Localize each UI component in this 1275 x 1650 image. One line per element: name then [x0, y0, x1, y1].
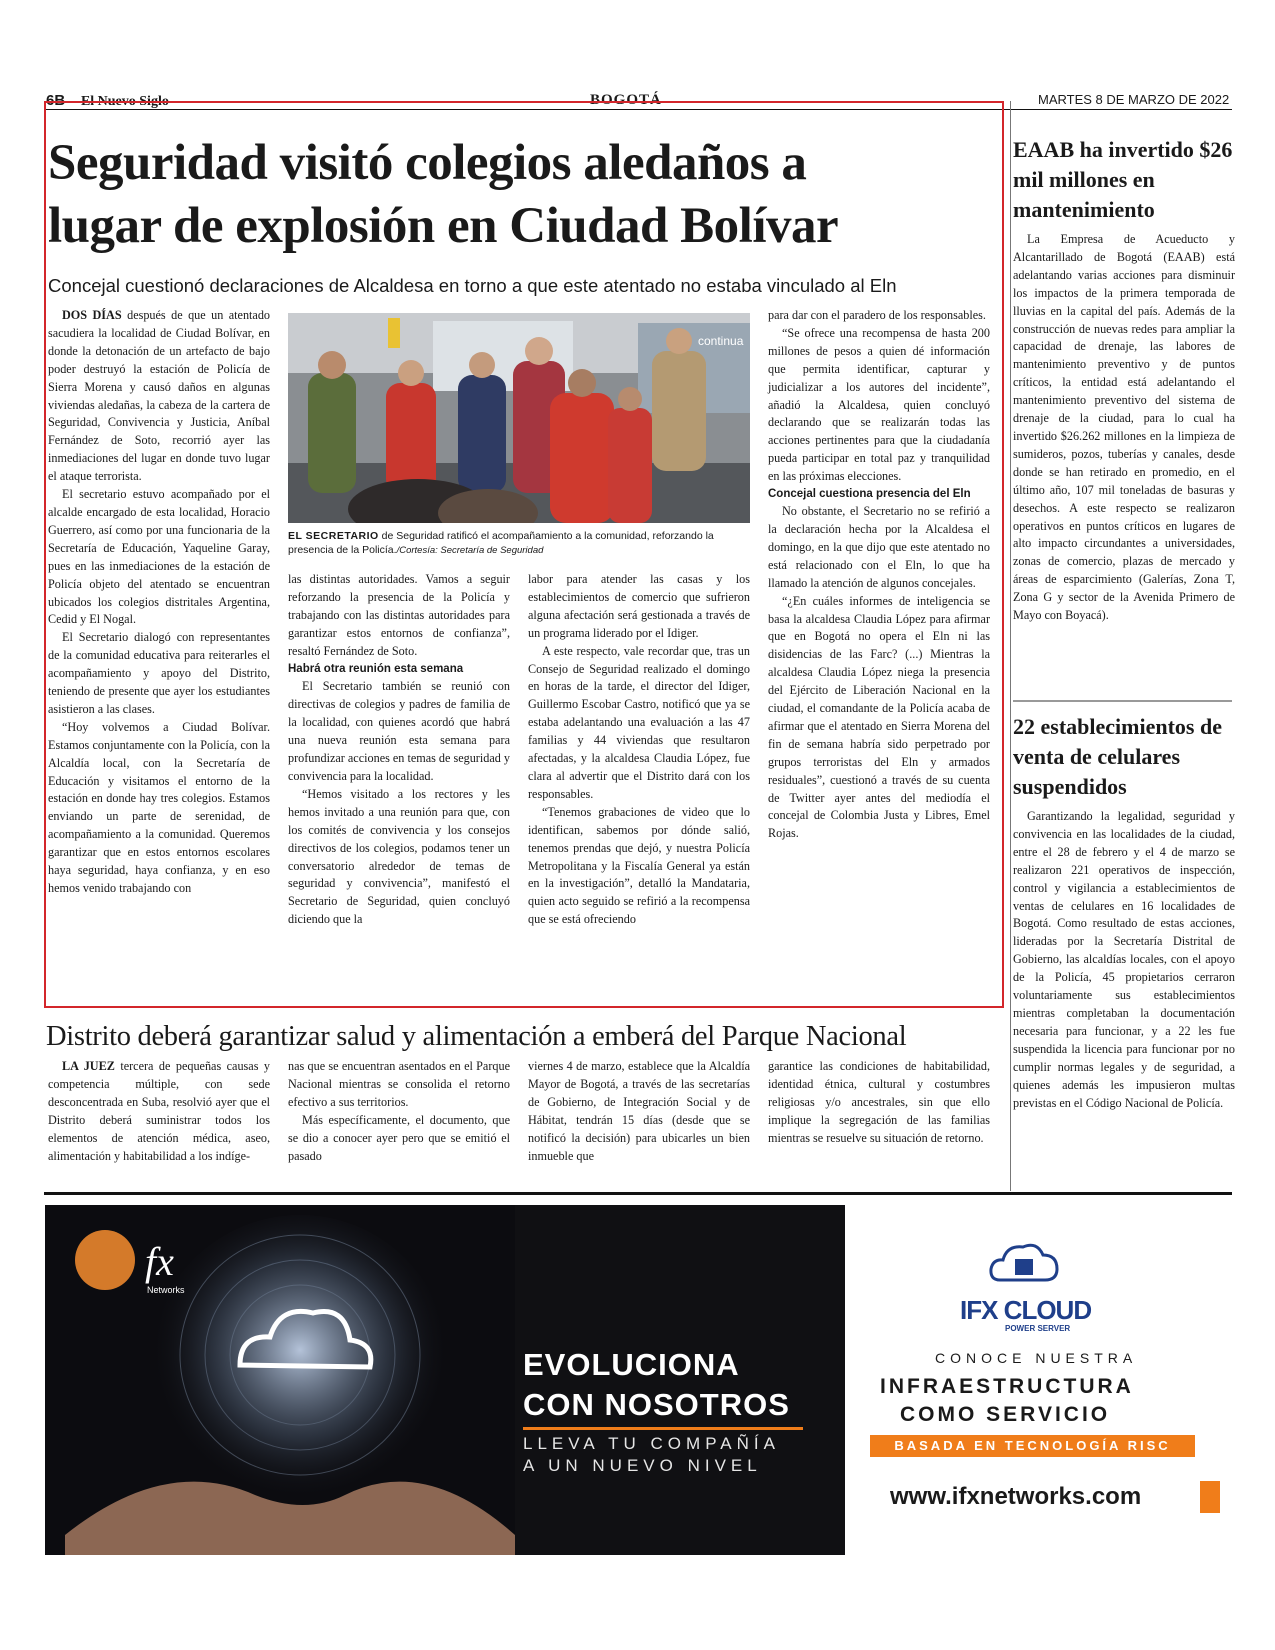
paragraph: las distintas autoridades. Vamos a seguir reforzando la presencia de la Policía y trabajando con las distintas autoridades para garantizar estos entornos de confianza”, resaltó Fernández de Soto.	[288, 572, 510, 658]
caption-text: de Seguridad ratificó el acompañamiento a la comunidad, reforzando la presencia de la Policía.	[288, 530, 714, 556]
sidebar-text: Garantizando la legalidad, seguridad y convivencia en las localidades de la ciudad, entre el 28 de febrero y el 4 de marzo se realizaron 221 operativos de inspección, control y vigilancia a establecimientos de ventas de celulares en 16 localidades de Bogotá. Como resultado de estas acciones, lideradas por la Secretaría Distrital de Gobierno, las alcaldías locales, con el apoyo de la Policía, 45 propietarios cerraron voluntariamente sus establecimientos mientras completaban la documentación necesaria para funcionar, y a 22 les fue suspendida la licencia para funcionar por no cumplir normas legales y de seguridad, a quienes además les impusieron multas previstas en el Código Nacional de Policía.	[1013, 809, 1235, 1110]
ad-sub-1: LLEVA TU COMPAÑÍA	[523, 1434, 780, 1453]
subhead: Concejal cuestiona presencia del Eln	[768, 488, 971, 501]
ad-sub-2: A UN NUEVO NIVEL	[523, 1456, 762, 1475]
ad-brand: IFX CLOUD	[960, 1295, 1092, 1325]
subhead: Habrá otra reunión esta semana	[288, 662, 464, 675]
article-photo	[288, 313, 750, 523]
ad-line-3: COMO SERVICIO	[900, 1403, 1111, 1426]
cloud-chip-icon	[985, 1235, 1065, 1295]
sidebar-text: La Empresa de Acueducto y Alcantarillado de Bogotá (EAAB) está adelantando varias acciones para disminuir los impactos de la primera temporada de lluvias en la capital del país. Además de la construcción de nuevas redes para ampliar la capacidad de drenaje, las labores de mantenimiento preventivo y de puntos críticos, la entidad está adelantando el mantenimiento preventivo del sistema de drenaje de la ciudad, para lo cual ha invertido $26.262 millones en la limpieza de sumideros, pozos, tuberías y canales, desde donde se han retirado en promedio, en el último año, 107 mil toneladas de basuras y desechos. A este respecto se realizaron operativos en puntos críticos en lugares de alto impacto circundantes a universidades, zonas de comercio, plazas de mercado y áreas de esparcimiento (Galerías, Zona T, Zona G y sector de la Avenida Primero de Mayo con Boyacá).	[1013, 232, 1235, 623]
paragraph: A este respecto, vale recordar que, tras un Consejo de Seguridad realizado el domingo en horas de la tarde, el director del Idiger, Guillermo Escobar Castro, notificó que ya se estaba adelantando una evaluación a las 47 familias y 44 viviendas que resultaron afectadas, y la alcaldesa Claudia López, fue clara al advertir que el Distrito dará con los responsables.	[528, 643, 750, 801]
sidebar-divider	[1010, 101, 1011, 1191]
issue-date: MARTES 8 DE MARZO DE 2022	[1038, 92, 1230, 107]
paragraph: labor para atender las casas y los establecimientos de comercio que sufrieron alguna afectación será gestionada a través de un programa liderado por el Idiger.	[528, 572, 750, 640]
advertisement[interactable]	[45, 1205, 1232, 1555]
ad-top-rule	[44, 1192, 1232, 1195]
second-column-4	[768, 1058, 990, 1148]
caption-credit: /Cortesía: Secretaría de Seguridad	[396, 545, 544, 556]
ad-accent-line	[523, 1427, 803, 1430]
ad-brand-sub: POWER SERVER	[1005, 1324, 1071, 1333]
section-name: BOGOTÁ	[590, 92, 662, 108]
paragraph: garantice las condiciones de habitabilidad, identidad étnica, cultural y costumbres religiosas y/o ancestrales, sin que ello implique la segregación de las familias mientras se resuelve su situación de retorno.	[768, 1059, 990, 1145]
paragraph: Más específicamente, el documento, que se dio a conocer ayer pero que se emitió el pasado	[288, 1112, 510, 1163]
lead-word: LA JUEZ	[62, 1059, 115, 1073]
article-column-3	[528, 571, 750, 929]
headline-line-1: Seguridad visitó colegios aledaños a	[48, 135, 807, 191]
photo-sign: continua	[698, 334, 744, 348]
article-column-4	[768, 307, 990, 843]
paragraph: “Se ofrece una recompensa de hasta 200 millones de pesos a quien dé información que permita identificar, capturar y judicializar a los autores del incidente”, añadió la Alcaldesa, quien concluyó declarando que se realizarán todas las acciones pertinentes para que la ciudadanía pueda participar en total paz y tranquilidad en las próximas elecciones.	[768, 325, 990, 484]
photo-caption	[288, 529, 750, 558]
page-number: 6B	[46, 92, 66, 109]
ad-line-2: INFRAESTRUCTURA	[880, 1375, 1134, 1398]
sidebar-rule	[1013, 700, 1232, 702]
second-headline: Distrito deberá garantizar salud y alimentación a emberá del Parque Nacional	[46, 1021, 907, 1052]
ad-message	[515, 1205, 845, 1555]
ad-headline-1: EVOLUCIONA	[523, 1347, 740, 1382]
sidebar-story-2	[1013, 712, 1235, 1112]
paper-name: El Nuevo Siglo	[80, 94, 169, 109]
paragraph: para dar con el paradero de los responsables.	[768, 308, 986, 322]
ad-visual	[45, 1205, 515, 1555]
headline-line-2: lugar de explosión en Ciudad Bolívar	[48, 198, 839, 254]
main-headline	[48, 132, 988, 258]
paragraph: viernes 4 de marzo, establece que la Alcaldía Mayor de Bogotá, a través de las secretarías de Gobierno, de Integración Social y de Hábitat, tendrán 15 días (desde que se notificó la decisión) para ubicarles un bien inmueble que	[528, 1059, 750, 1163]
ad-headline-2: CON NOSOTROS	[523, 1387, 790, 1422]
article-column-2	[288, 571, 510, 929]
paragraph: “Tenemos grabaciones de video que lo identifican, sabemos por dónde salió, tenemos prendas que dejó, y nuestra Policía Metropolitana y la Fiscalía General ya están en la investigación”, detalló la Mandataria, quien acto seguido se refirió a la recompensa que se está ofreciendo	[528, 804, 750, 927]
sidebar-story-1	[1013, 135, 1235, 625]
paragraph: “Hemos visitado a los rectores y les hemos invitado a una reunión para que, con los comités de convivencia y los consejos directivos de los colegios, podamos tener un conversatorio alrededor de temas de seguridad y convivencia”, manifestó el Secretario de Seguridad, quien concluyó diciendo que la	[288, 786, 510, 927]
paragraph: tercera de pequeñas causas y competencia múltiple, con sede desconcentrada en Suba, resolvió ayer que el Distrito deberá suministrar todos los elementos de atención médica, aseo, alimentación y habitabilidad a los indíge-	[48, 1059, 270, 1163]
sidebar-title: EAAB ha invertido $26 mil millones en mantenimiento	[1013, 137, 1233, 222]
ad-accent-block	[1200, 1481, 1220, 1513]
paragraph: después de que un atentado sacudiera la localidad de Ciudad Bolívar, en donde la detonación de un artefacto de bajo poder destruyó la estación de Policía de Sierra Morena y causó daños en algunas viviendas aledañas, la cabeza de la cartera de Seguridad, Convivencia y Justicia, Aníbal Fernández de Soto, recorrió ayer las inmediaciones del lugar en donde tuvo lugar el ataque terrorista.	[48, 308, 271, 484]
paragraph: “Hoy volvemos a Ciudad Bolívar. Estamos conjuntamente con la Policía, con la Alcaldía local, con la Secretaría de Educación y visitamos el entorno de la estación en donde hay tres colegios. Estamos enviando un parte de serenidad, de acompañamiento a la comunidad. Queremos garantizar que en estos entornos escolares haya seguridad, haya confianza, y en eso hemos venido trabajando con	[48, 719, 270, 895]
caption-lead: EL SECRETARIO	[288, 530, 379, 542]
ad-badge: BASADA EN TECNOLOGÍA RISC	[870, 1435, 1195, 1457]
second-column-1	[48, 1058, 270, 1165]
paragraph: El secretario estuvo acompañado por el alcalde encargado de esta localidad, Horacio Guerrero, así como por una funcionaria de la Secretaría de Educación, Yaqueline Garay, pues en las inmediaciones de la estación de Policía objeto del atentado se encuentran ubicados los colegios distritales Argentina, Cedid y El Nogal.	[48, 487, 270, 627]
deck: Concejal cuestionó declaraciones de Alcaldesa en torno a que este atentado no estaba vinculado al Eln	[48, 275, 897, 296]
second-column-3	[528, 1058, 750, 1165]
second-column-2	[288, 1058, 510, 1165]
ad-logo-fx: fx	[145, 1239, 174, 1284]
ad-logo-sub: Networks	[147, 1285, 185, 1295]
lead-word: DOS DÍAS	[62, 308, 122, 322]
paragraph: No obstante, el Secretario no se refirió a la declaración hecha por la Alcaldesa el domingo, en la que dijo que este atentado no está relacionado con el Eln, lo que ha llamado la atención de algunos concejales.	[768, 504, 990, 590]
paragraph: “¿En cuáles informes de inteligencia se basa la alcaldesa Claudia López para afirmar que en Bogotá no opera el Eln ni las disidencias de las Farc? (...) Mientras la alcaldesa Claudia López niega la presencia del Ejército de Liberación Nacional en la ciudad, el comandante de la Policía acaba de afirmar que el atentado en Sierra Morena del fin de semana habría sido perpetrado por grupos terroristas del Eln y armados residuales”, cuestionó a través de su cuenta de Twitter ayer antes del mediodía el concejal de Colombia Justa y Libres, Emel Rojas.	[768, 593, 990, 841]
article-column-1	[48, 307, 270, 898]
paragraph: nas que se encuentran asentados en el Parque Nacional mientras se consolida el retorno efectivo a sus territorios.	[288, 1059, 510, 1109]
paragraph: El Secretario dialogó con representantes de la comunidad educativa para reiterarles el acompañamiento y apoyo del Distrito, teniendo de presente que ayer los estudiantes asistieron a las clases.	[48, 630, 270, 716]
ad-info	[845, 1205, 1232, 1555]
sidebar-title: 22 establecimientos de venta de celulares suspendidos	[1013, 714, 1222, 799]
ad-url[interactable]: www.ifxnetworks.com	[890, 1483, 1142, 1510]
paragraph: El Secretario también se reunió con directivas de colegios y padres de familia de la localidad, con quienes acordó que habrá una nueva reunión esta semana para profundizar acciones en temas de seguridad y convivencia para la localidad.	[288, 679, 510, 783]
ad-line-1: CONOCE NUESTRA	[935, 1350, 1138, 1366]
